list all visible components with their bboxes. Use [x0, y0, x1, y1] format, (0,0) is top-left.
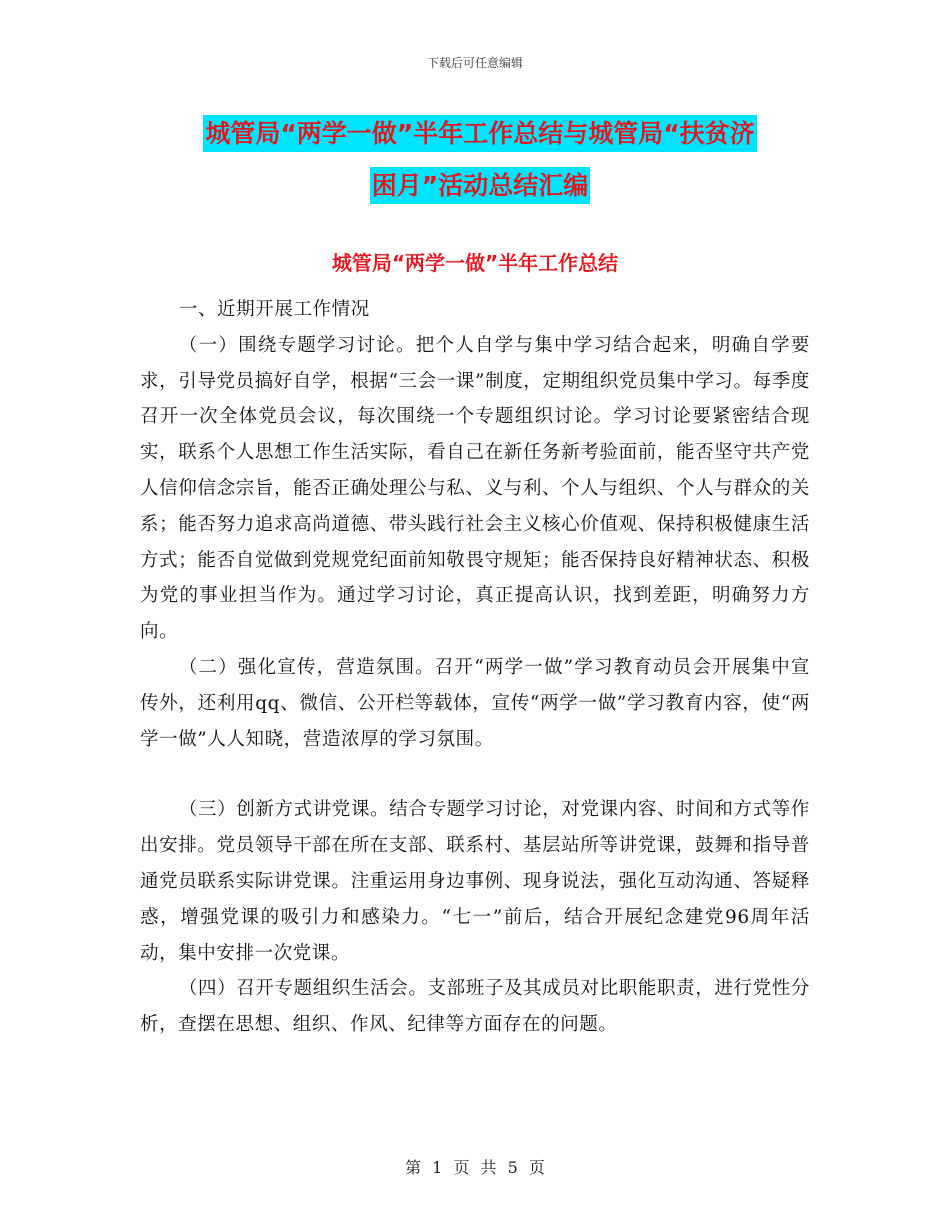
document-body [140, 292, 810, 1043]
paragraph: （四）召开专题组织生活会。支部班子及其成员对比职能职责，进行党性分析，查摆在思想、组织、作风、纪律等方面存在的问题。 [140, 978, 810, 1036]
section-title: 城管局“两学一做”半年工作总结 [331, 251, 619, 275]
paragraph: （一）围绕专题学习讨论。把个人自学与集中学习结合起来，明确自学要求，引导党员搞好自学，根据“三会一课”制度，定期组织党员集中学习。每季度召开一次全体党员会议，每次围绕一个专题组织讨论。学习讨论要紧密结合现实，联系个人思想工作生活实际，看自己在新任务新考验面前，能否坚守共产党人信仰信念宗旨，能否正确处理公与私、义与利、个人与组织、个人与群众的关系；能否努力追求高尚道德、带头践行社会主义核心价值观、保持积极健康生活方式；能否自觉做到党规党纪面前知敬畏守规矩；能否保持良好精神状态、积极为党的事业担当作为。通过学习讨论，真正提高认识，找到差距，明确努力方向。 [140, 334, 810, 643]
paragraph: （三）创新方式讲党课。结合专题学习讨论，对党课内容、时间和方式等作出安排。党员领导干部在所在支部、联系村、基层站所等讲党课，鼓舞和指导普通党员联系实际讲党课。注重运用身边事例、现身说法，强化互动沟通、答疑释惑，增强党课的吸引力和感染力。“七一”前后，结合开展纪念建党96周年活动，集中安排一次党课。 [140, 799, 810, 964]
header-note: 下载后可任意编辑 [426, 56, 523, 70]
page-number: 第 1 页 共 5 页 [405, 1158, 545, 1177]
document-title [140, 108, 820, 212]
paragraph: （二）强化宣传，营造氛围。召开“两学一做”学习教育动员会开展集中宣传外，还利用qq、微信、公开栏等载体，宣传“两学一做”学习教育内容，使“两学一做”人人知晓，营造浓厚的学习氛围。 [140, 656, 810, 750]
document-title-line1: 城管局“两学一做”半年工作总结与城管局“扶贫济 [203, 115, 756, 152]
document-title-line2: 困月”活动总结汇编 [370, 167, 590, 204]
paragraph-heading: 一、近期开展工作情况 [178, 299, 370, 320]
